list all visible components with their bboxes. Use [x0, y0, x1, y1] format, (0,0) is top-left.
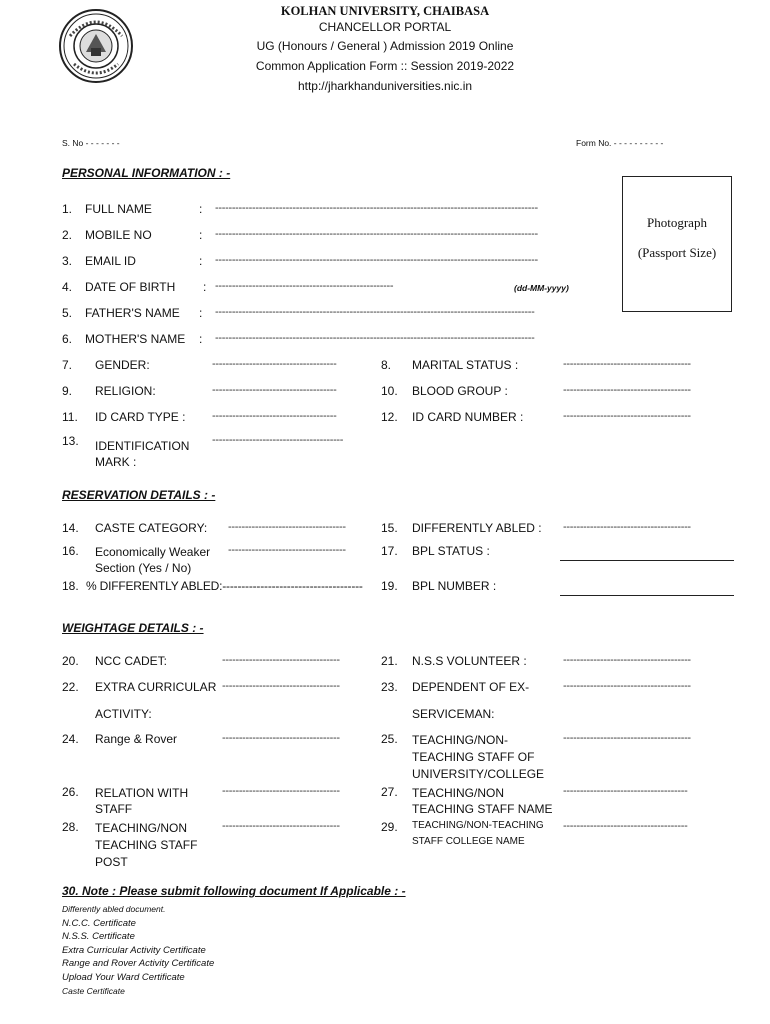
label-extra-curricular-line2: ACTIVITY:: [95, 707, 152, 721]
bpl-number-input[interactable]: [560, 595, 734, 596]
label-email-id: EMAIL ID: [85, 254, 136, 268]
label-ncc-cadet: NCC CADET:: [95, 654, 168, 668]
label-range-rover: Range & Rover: [95, 732, 178, 746]
document-item: Extra Curricular Activity Certificate: [62, 945, 206, 956]
teaching-staff-name-input[interactable]: -------------------------------------: [563, 785, 688, 797]
extra-curricular-input[interactable]: -----------------------------------: [222, 680, 340, 692]
note-heading: 30. Note : Please submit following document If Applicable : -: [62, 884, 406, 898]
nss-volunteer-input[interactable]: --------------------------------------: [563, 654, 691, 666]
form-number: Form No. - - - - - - - - - -: [576, 138, 664, 148]
label-fathers-name: FATHER'S NAME: [85, 306, 180, 320]
email-id-input[interactable]: ------------------------------------------------------------------------------------------------: [215, 254, 538, 266]
label-teaching-staff-of-university: TEACHING/NON-TEACHING STAFF OF UNIVERSITY/COLLEGE: [412, 733, 545, 781]
section-reservation-details: RESERVATION DETAILS : -: [62, 488, 216, 502]
label-teaching-staff-name: TEACHING/NON TEACHING STAFF NAME: [412, 786, 553, 816]
date-format-hint: (dd-MM-yyyy): [514, 283, 569, 293]
form-session: Common Application Form :: Session 2019-2022: [255, 59, 515, 73]
label-religion: RELIGION:: [95, 384, 156, 398]
label-bpl-number: BPL NUMBER :: [412, 579, 497, 593]
id-card-type-input[interactable]: -------------------------------------: [212, 410, 337, 422]
dependent-ex-serviceman-input[interactable]: --------------------------------------: [563, 680, 691, 692]
label-nss-volunteer: N.S.S VOLUNTEER :: [412, 654, 527, 668]
label-id-card-number: ID CARD NUMBER :: [412, 410, 524, 424]
serial-number: S. No - - - - - - -: [62, 138, 120, 148]
fathers-name-input[interactable]: -----------------------------------------------------------------------------------------------: [215, 306, 535, 318]
relation-with-staff-input[interactable]: -----------------------------------: [222, 785, 340, 797]
passport-size-label: (Passport Size): [637, 245, 717, 260]
document-item: Caste Certificate: [62, 986, 125, 996]
gender-input[interactable]: -------------------------------------: [212, 358, 337, 370]
label-teaching-staff-college-name: TEACHING/NON-TEACHING STAFF COLLEGE NAME: [412, 820, 544, 847]
label-full-name: FULL NAME: [85, 202, 152, 216]
portal-url: http://jharkhanduniversities.nic.in: [297, 79, 473, 93]
mothers-name-input[interactable]: -----------------------------------------------------------------------------------------------: [215, 332, 535, 344]
document-item: Range and Rover Activity Certificate: [62, 958, 215, 969]
full-name-input[interactable]: ------------------------------------------------------------------------------------------------: [215, 202, 538, 214]
label-extra-curricular: EXTRA CURRICULAR: [95, 680, 217, 694]
bpl-status-input[interactable]: [560, 560, 734, 561]
label-dependent-ex-serviceman: DEPENDENT OF EX-: [412, 680, 530, 694]
label-blood-group: BLOOD GROUP :: [412, 384, 508, 398]
label-marital-status: MARITAL STATUS :: [412, 358, 519, 372]
economically-weaker-input[interactable]: -----------------------------------: [228, 544, 346, 556]
differently-abled-input[interactable]: --------------------------------------: [563, 521, 691, 533]
label-mothers-name: MOTHER'S NAME: [85, 332, 186, 346]
document-item: N.S.S. Certificate: [62, 931, 135, 942]
date-of-birth-input[interactable]: -----------------------------------------------------: [215, 280, 394, 292]
label-differently-abled: DIFFERENTLY ABLED :: [412, 521, 542, 535]
label-teaching-staff-post: TEACHING/NON TEACHING STAFF POST: [95, 821, 198, 869]
teaching-staff-post-input[interactable]: -----------------------------------: [222, 820, 340, 832]
teaching-staff-college-name-input[interactable]: -------------------------------------: [563, 820, 688, 832]
ncc-cadet-input[interactable]: -----------------------------------: [222, 654, 340, 666]
mobile-no-input[interactable]: ------------------------------------------------------------------------------------------------: [215, 228, 538, 240]
religion-input[interactable]: -------------------------------------: [212, 384, 337, 396]
portal-name: CHANCELLOR PORTAL: [318, 20, 452, 34]
identification-mark-input[interactable]: ---------------------------------------: [212, 434, 344, 446]
teaching-staff-of-university-input[interactable]: --------------------------------------: [563, 732, 691, 744]
photograph-box: [622, 176, 732, 312]
differently-abled-percent-field[interactable]: % DIFFERENTLY ABLED:-------------------------------------: [86, 579, 363, 593]
label-caste-category: CASTE CATEGORY:: [95, 521, 208, 535]
label-bpl-status: BPL STATUS :: [412, 544, 490, 558]
label-economically-weaker: Economically Weaker Section (Yes / No): [95, 545, 211, 575]
label-gender: GENDER:: [95, 358, 150, 372]
university-name: KOLHAN UNIVERSITY, CHAIBASA: [280, 4, 490, 18]
label-mobile-no: MOBILE NO: [85, 228, 152, 242]
label-date-of-birth: DATE OF BIRTH: [85, 280, 176, 294]
document-item: N.C.C. Certificate: [62, 918, 136, 929]
label-relation-with-staff: RELATION WITH STAFF: [95, 786, 189, 816]
blood-group-input[interactable]: --------------------------------------: [563, 384, 691, 396]
document-item: Differently abled document.: [62, 904, 166, 914]
document-item: Upload Your Ward Certificate: [62, 972, 185, 983]
caste-category-input[interactable]: -----------------------------------: [228, 521, 346, 533]
label-id-card-type: ID CARD TYPE :: [95, 410, 186, 424]
range-rover-input[interactable]: -----------------------------------: [222, 732, 340, 744]
marital-status-input[interactable]: --------------------------------------: [563, 358, 691, 370]
photograph-label: Photograph: [647, 215, 707, 230]
section-personal-information: PERSONAL INFORMATION : -: [62, 166, 231, 180]
section-weightage-details: WEIGHTAGE DETAILS : -: [62, 621, 204, 635]
label-dependent-ex-serviceman-line2: SERVICEMAN:: [412, 707, 495, 721]
label-identification-mark: IDENTIFICATION MARK :: [95, 439, 190, 469]
admission-title: UG (Honours / General ) Admission 2019 Online: [256, 39, 514, 53]
id-card-number-input[interactable]: --------------------------------------: [563, 410, 691, 422]
